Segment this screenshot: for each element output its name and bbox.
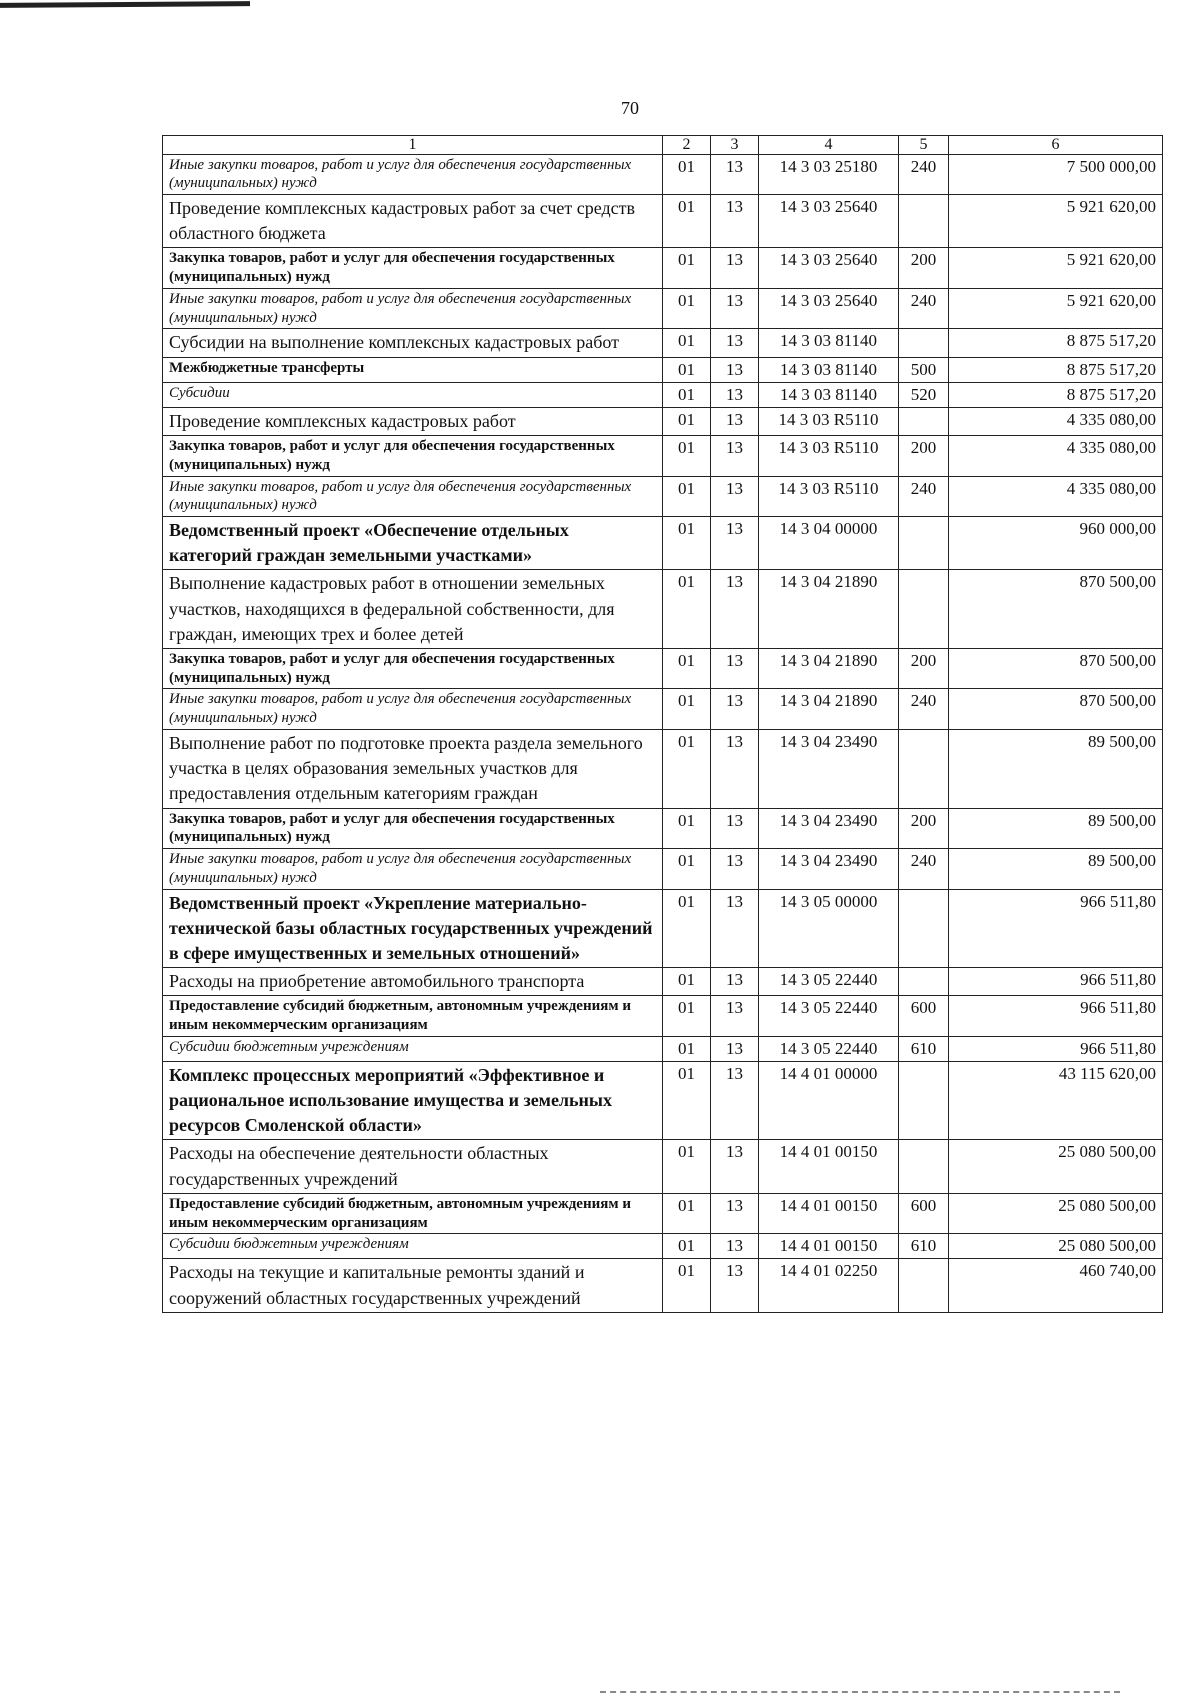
- table-row: [163, 195, 1163, 248]
- row-expense-type: [899, 517, 949, 570]
- table-row: [163, 407, 1163, 435]
- row-target-code: 14 4 01 00150: [759, 1140, 899, 1193]
- row-subsection: 13: [711, 476, 759, 517]
- row-name: Закупка товаров, работ и услуг для обеспечения государственных (муниципальных) нужд: [163, 648, 663, 689]
- table-row: [163, 996, 1163, 1037]
- row-target-code: 14 4 01 00150: [759, 1193, 899, 1234]
- row-name: Ведомственный проект «Обеспечение отдельных категорий граждан земельными участками»: [163, 517, 663, 570]
- row-name: Субсидии бюджетным учреждениям: [163, 1234, 663, 1259]
- table-header: [163, 136, 1163, 155]
- row-expense-type: [899, 407, 949, 435]
- row-subsection: 13: [711, 729, 759, 808]
- row-amount: 4 335 080,00: [949, 407, 1163, 435]
- table-body: [163, 154, 1163, 1312]
- row-subsection: 13: [711, 195, 759, 248]
- header-col-4: 4: [759, 136, 899, 155]
- row-target-code: 14 3 04 23490: [759, 849, 899, 890]
- top-scan-rule: [0, 1, 250, 8]
- row-target-code: 14 3 05 22440: [759, 996, 899, 1037]
- row-subsection: 13: [711, 248, 759, 289]
- row-name: Предоставление субсидий бюджетным, автономным учреждениям и иным некоммерческим организациям: [163, 996, 663, 1037]
- header-col-1: 1: [163, 136, 663, 155]
- row-expense-type: 520: [899, 382, 949, 407]
- row-expense-type: [899, 329, 949, 357]
- row-target-code: 14 3 03 R5110: [759, 407, 899, 435]
- row-subsection: 13: [711, 357, 759, 382]
- row-section: 01: [663, 968, 711, 996]
- row-target-code: 14 3 04 21890: [759, 570, 899, 649]
- row-amount: 5 921 620,00: [949, 248, 1163, 289]
- row-name: Иные закупки товаров, работ и услуг для обеспечения государственных (муниципальных) нужд: [163, 689, 663, 730]
- row-expense-type: [899, 968, 949, 996]
- row-section: 01: [663, 195, 711, 248]
- table-row: [163, 849, 1163, 890]
- row-amount: 960 000,00: [949, 517, 1163, 570]
- row-subsection: 13: [711, 407, 759, 435]
- row-target-code: 14 4 01 00150: [759, 1234, 899, 1259]
- row-expense-type: 240: [899, 849, 949, 890]
- row-expense-type: [899, 1259, 949, 1312]
- row-expense-type: 240: [899, 476, 949, 517]
- row-name: Выполнение кадастровых работ в отношении земельных участков, находящихся в федеральной собственности, для граждан, имеющих трех и более детей: [163, 570, 663, 649]
- row-section: 01: [663, 849, 711, 890]
- row-target-code: 14 3 03 81140: [759, 382, 899, 407]
- row-target-code: 14 3 03 25640: [759, 248, 899, 289]
- row-expense-type: 240: [899, 154, 949, 195]
- row-amount: 5 921 620,00: [949, 288, 1163, 329]
- table-row: [163, 1259, 1163, 1312]
- table-row: [163, 517, 1163, 570]
- table-row: [163, 436, 1163, 477]
- header-col-2: 2: [663, 136, 711, 155]
- row-section: 01: [663, 1036, 711, 1061]
- row-target-code: 14 3 03 25180: [759, 154, 899, 195]
- row-expense-type: 500: [899, 357, 949, 382]
- table-row: [163, 689, 1163, 730]
- row-section: 01: [663, 248, 711, 289]
- row-subsection: 13: [711, 517, 759, 570]
- row-name: Ведомственный проект «Укрепление материально-технической базы областных государственных учреждений в сфере имущественных и земельных отношений»: [163, 889, 663, 968]
- row-subsection: 13: [711, 996, 759, 1037]
- row-section: 01: [663, 476, 711, 517]
- row-target-code: 14 3 04 21890: [759, 689, 899, 730]
- row-section: 01: [663, 1193, 711, 1234]
- bottom-scan-line: [600, 1691, 1120, 1693]
- row-amount: 4 335 080,00: [949, 436, 1163, 477]
- row-subsection: 13: [711, 1036, 759, 1061]
- row-target-code: 14 3 05 22440: [759, 1036, 899, 1061]
- row-amount: 870 500,00: [949, 570, 1163, 649]
- row-expense-type: 200: [899, 248, 949, 289]
- row-target-code: 14 3 03 R5110: [759, 436, 899, 477]
- table-row: [163, 248, 1163, 289]
- table-row: [163, 1193, 1163, 1234]
- row-section: 01: [663, 1061, 711, 1140]
- table-row: [163, 1036, 1163, 1061]
- row-amount: 89 500,00: [949, 849, 1163, 890]
- row-amount: 25 080 500,00: [949, 1234, 1163, 1259]
- row-section: 01: [663, 288, 711, 329]
- table-row: [163, 570, 1163, 649]
- row-subsection: 13: [711, 436, 759, 477]
- budget-table: [162, 135, 1163, 1313]
- row-section: 01: [663, 1140, 711, 1193]
- row-amount: 4 335 080,00: [949, 476, 1163, 517]
- row-subsection: 13: [711, 570, 759, 649]
- row-section: 01: [663, 889, 711, 968]
- row-subsection: 13: [711, 288, 759, 329]
- row-section: 01: [663, 407, 711, 435]
- row-subsection: 13: [711, 1193, 759, 1234]
- row-section: 01: [663, 1234, 711, 1259]
- row-amount: 966 511,80: [949, 968, 1163, 996]
- row-name: Закупка товаров, работ и услуг для обеспечения государственных (муниципальных) нужд: [163, 248, 663, 289]
- row-subsection: 13: [711, 849, 759, 890]
- row-name: Расходы на приобретение автомобильного транспорта: [163, 968, 663, 996]
- row-amount: 460 740,00: [949, 1259, 1163, 1312]
- row-name: Расходы на текущие и капитальные ремонты зданий и сооружений областных государственных учреждений: [163, 1259, 663, 1312]
- row-subsection: 13: [711, 808, 759, 849]
- table-row: [163, 288, 1163, 329]
- row-section: 01: [663, 996, 711, 1037]
- row-name: Комплекс процессных мероприятий «Эффективное и рациональное использование имущества и земельных ресурсов Смоленской области»: [163, 1061, 663, 1140]
- row-expense-type: 200: [899, 808, 949, 849]
- row-amount: 966 511,80: [949, 889, 1163, 968]
- header-col-3: 3: [711, 136, 759, 155]
- page-number: 70: [621, 98, 639, 118]
- row-section: 01: [663, 329, 711, 357]
- row-name: Иные закупки товаров, работ и услуг для обеспечения государственных (муниципальных) нужд: [163, 288, 663, 329]
- row-target-code: 14 4 01 02250: [759, 1259, 899, 1312]
- row-target-code: 14 3 03 25640: [759, 288, 899, 329]
- table-row: [163, 1061, 1163, 1140]
- row-name: Межбюджетные трансферты: [163, 357, 663, 382]
- row-amount: 8 875 517,20: [949, 329, 1163, 357]
- table-row: [163, 889, 1163, 968]
- row-target-code: 14 3 03 R5110: [759, 476, 899, 517]
- table-row: [163, 476, 1163, 517]
- row-expense-type: [899, 195, 949, 248]
- row-name: Субсидии: [163, 382, 663, 407]
- row-subsection: 13: [711, 968, 759, 996]
- row-target-code: 14 3 04 23490: [759, 808, 899, 849]
- table-row: [163, 648, 1163, 689]
- row-subsection: 13: [711, 329, 759, 357]
- row-amount: 966 511,80: [949, 1036, 1163, 1061]
- row-expense-type: 240: [899, 689, 949, 730]
- row-expense-type: 200: [899, 648, 949, 689]
- row-section: 01: [663, 729, 711, 808]
- row-amount: 8 875 517,20: [949, 357, 1163, 382]
- row-name: Иные закупки товаров, работ и услуг для обеспечения государственных (муниципальных) нужд: [163, 849, 663, 890]
- table-row: [163, 382, 1163, 407]
- row-amount: 5 921 620,00: [949, 195, 1163, 248]
- row-expense-type: 600: [899, 1193, 949, 1234]
- row-subsection: 13: [711, 154, 759, 195]
- row-subsection: 13: [711, 1234, 759, 1259]
- row-section: 01: [663, 436, 711, 477]
- row-section: 01: [663, 154, 711, 195]
- header-row: [163, 136, 1163, 155]
- row-name: Предоставление субсидий бюджетным, автономным учреждениям и иным некоммерческим организациям: [163, 1193, 663, 1234]
- row-target-code: 14 3 04 23490: [759, 729, 899, 808]
- row-subsection: 13: [711, 1061, 759, 1140]
- row-amount: 7 500 000,00: [949, 154, 1163, 195]
- row-amount: 89 500,00: [949, 729, 1163, 808]
- row-subsection: 13: [711, 382, 759, 407]
- row-expense-type: [899, 1140, 949, 1193]
- row-expense-type: 240: [899, 288, 949, 329]
- row-subsection: 13: [711, 889, 759, 968]
- row-target-code: 14 3 04 00000: [759, 517, 899, 570]
- table-row: [163, 729, 1163, 808]
- row-amount: 870 500,00: [949, 648, 1163, 689]
- row-expense-type: [899, 1061, 949, 1140]
- row-section: 01: [663, 648, 711, 689]
- row-section: 01: [663, 808, 711, 849]
- row-name: Иные закупки товаров, работ и услуг для обеспечения государственных (муниципальных) нужд: [163, 154, 663, 195]
- row-amount: 25 080 500,00: [949, 1140, 1163, 1193]
- row-expense-type: 600: [899, 996, 949, 1037]
- row-name: Иные закупки товаров, работ и услуг для обеспечения государственных (муниципальных) нужд: [163, 476, 663, 517]
- row-target-code: 14 3 03 81140: [759, 357, 899, 382]
- table-row: [163, 1234, 1163, 1259]
- row-section: 01: [663, 689, 711, 730]
- row-subsection: 13: [711, 1259, 759, 1312]
- table-row: [163, 329, 1163, 357]
- row-name: Выполнение работ по подготовке проекта раздела земельного участка в целях образования земельных участков для предоставления отдельным категориям граждан: [163, 729, 663, 808]
- row-target-code: 14 3 05 00000: [759, 889, 899, 968]
- row-subsection: 13: [711, 1140, 759, 1193]
- header-col-5: 5: [899, 136, 949, 155]
- table-row: [163, 808, 1163, 849]
- row-target-code: 14 3 03 25640: [759, 195, 899, 248]
- row-expense-type: 200: [899, 436, 949, 477]
- row-name: Закупка товаров, работ и услуг для обеспечения государственных (муниципальных) нужд: [163, 436, 663, 477]
- row-section: 01: [663, 570, 711, 649]
- table-row: [163, 154, 1163, 195]
- row-target-code: 14 3 04 21890: [759, 648, 899, 689]
- row-name: Проведение комплексных кадастровых работ за счет средств областного бюджета: [163, 195, 663, 248]
- row-amount: 25 080 500,00: [949, 1193, 1163, 1234]
- row-name: Субсидии на выполнение комплексных кадастровых работ: [163, 329, 663, 357]
- row-name: Закупка товаров, работ и услуг для обеспечения государственных (муниципальных) нужд: [163, 808, 663, 849]
- row-target-code: 14 3 05 22440: [759, 968, 899, 996]
- row-name: Субсидии бюджетным учреждениям: [163, 1036, 663, 1061]
- row-target-code: 14 4 01 00000: [759, 1061, 899, 1140]
- row-section: 01: [663, 1259, 711, 1312]
- table-row: [163, 1140, 1163, 1193]
- header-col-6: 6: [949, 136, 1163, 155]
- row-expense-type: [899, 729, 949, 808]
- row-section: 01: [663, 517, 711, 570]
- row-expense-type: [899, 570, 949, 649]
- row-amount: 43 115 620,00: [949, 1061, 1163, 1140]
- row-name: Расходы на обеспечение деятельности областных государственных учреждений: [163, 1140, 663, 1193]
- row-subsection: 13: [711, 648, 759, 689]
- row-amount: 966 511,80: [949, 996, 1163, 1037]
- row-section: 01: [663, 382, 711, 407]
- row-target-code: 14 3 03 81140: [759, 329, 899, 357]
- row-expense-type: 610: [899, 1234, 949, 1259]
- row-section: 01: [663, 357, 711, 382]
- row-amount: 8 875 517,20: [949, 382, 1163, 407]
- table-row: [163, 968, 1163, 996]
- row-expense-type: 610: [899, 1036, 949, 1061]
- row-name: Проведение комплексных кадастровых работ: [163, 407, 663, 435]
- row-subsection: 13: [711, 689, 759, 730]
- row-amount: 870 500,00: [949, 689, 1163, 730]
- row-amount: 89 500,00: [949, 808, 1163, 849]
- row-expense-type: [899, 889, 949, 968]
- table-row: [163, 357, 1163, 382]
